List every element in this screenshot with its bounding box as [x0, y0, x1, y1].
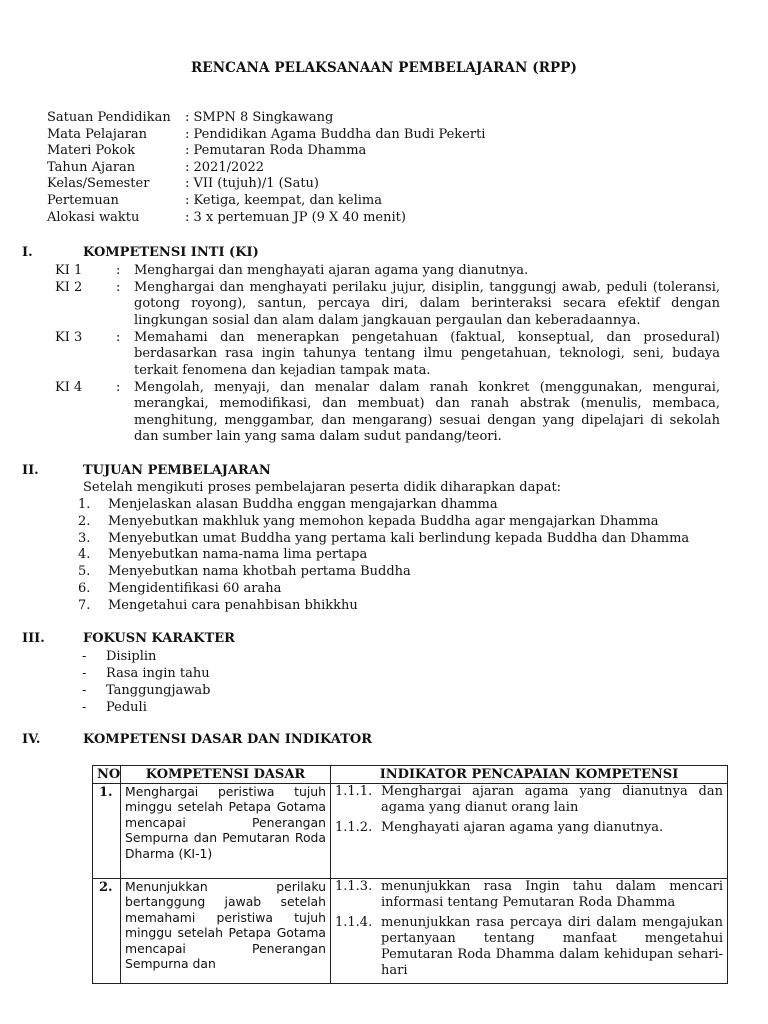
- kd-text: Menunjukkan perilaku bertanggung jawab setelah memahami peristiwa tujuh minggu setelah Petapa Gotama mencapai Penerangan Sempurna dan: [121, 879, 331, 984]
- identity-label: Alokasi waktu: [47, 209, 140, 225]
- list-item: [82, 682, 482, 699]
- ki-id: KI 1: [55, 263, 83, 278]
- column-header-indicator: INDIKATOR PENCAPAIAN KOMPETENSI: [331, 766, 728, 784]
- identity-row: [47, 210, 727, 227]
- ki-text: Menghargai dan menghayati ajaran agama yang dianutnya.: [134, 263, 529, 278]
- list-dash: -: [82, 700, 87, 715]
- table-row: [93, 879, 728, 984]
- ki-id: KI 4: [55, 380, 83, 395]
- identity-row: [47, 160, 727, 177]
- row-number: 2.: [93, 879, 121, 984]
- indicator-text: menunjukkan rasa Ingin tahu dalam mencari informasi tentang Pemutaran Roda Dhamma: [381, 879, 723, 910]
- indicator-text: Menghargai ajaran agama yang dianutnya dan agama yang dianut orang lain: [381, 784, 723, 815]
- list-item: [82, 699, 482, 716]
- list-item: [82, 648, 482, 665]
- section-number: IV.: [22, 732, 41, 747]
- section-title: KOMPETENSI INTI (KI): [83, 245, 259, 260]
- list-item-number: 3.: [78, 530, 91, 546]
- indicator-number: 1.1.1.: [335, 784, 373, 799]
- indicator-item: [335, 784, 723, 816]
- ki-text: Memahami dan menerapkan pengetahuan (faktual, konseptual, dan prosedural) berdasarkan rasa ingin tahunya tentang ilmu pengetahuan, teknologi, seni, budaya terkait fenomena dan kejadian tampak mata.: [134, 330, 720, 378]
- identity-label: Mata Pelajaran: [47, 126, 148, 142]
- list-item-text: Rasa ingin tahu: [106, 666, 210, 681]
- identity-row: [47, 176, 727, 193]
- list-item-number: 1.: [78, 497, 91, 512]
- section-number: II.: [22, 463, 39, 478]
- identity-value: : Pemutaran Roda Dhamma: [185, 143, 367, 159]
- list-item-number: 2.: [78, 513, 91, 529]
- identity-value: : 2021/2022: [185, 159, 265, 175]
- identity-label: Materi Pokok: [47, 143, 136, 159]
- column-header-no: NO: [93, 766, 121, 784]
- list-item: [72, 514, 722, 531]
- ki-separator: :: [116, 263, 121, 278]
- tujuan-intro: Setelah mengikuti proses pembelajaran peserta didik diharapkan dapat:: [83, 480, 562, 495]
- table-header-row: [93, 766, 728, 784]
- identity-label: Satuan Pendidikan: [47, 110, 171, 125]
- ki-separator: :: [116, 280, 121, 295]
- list-item-text: Peduli: [106, 700, 147, 715]
- table-row: [93, 784, 728, 879]
- indicator-item: [335, 879, 723, 911]
- section-title: TUJUAN PEMBELAJARAN: [83, 463, 271, 478]
- column-header-kd: KOMPETENSI DASAR: [121, 766, 331, 784]
- ki-text: Mengolah, menyaji, dan menalar dalam ranah konkret (menggunakan, mengurai, merangkai, memodifikasi, dan membuat) dan ranah abstrak (menulis, membaca, menghitung, menggambar, dan mengarang) sesuai dengan yang dipelajari di sekolah dan sumber lain yang sama dalam sudut pandang/teori.: [134, 380, 720, 444]
- section-title: KOMPETENSI DASAR DAN INDIKATOR: [83, 732, 373, 747]
- identity-value: : 3 x pertemuan JP (9 X 40 menit): [185, 209, 406, 225]
- karakter-list: [82, 648, 482, 716]
- indicator-number: 1.1.4.: [335, 915, 373, 930]
- ki-text: Menghargai dan menghayati perilaku jujur, disiplin, tanggungj awab, peduli (toleransi, gotong royong), santun, percaya diri, dalam berinteraksi secara efektif dengan lingkungan sosial dan alam dalam jangkauan pergaulan dan keberadaannya.: [134, 280, 720, 328]
- list-item-number: 6.: [78, 580, 91, 596]
- list-item-text: Menyebutkan umat Buddha yang pertama kali berlindung kepada Buddha dan Dhamma: [108, 530, 690, 546]
- ki-id: KI 3: [55, 330, 83, 345]
- tujuan-list: [72, 497, 722, 615]
- ki-separator: :: [116, 330, 121, 345]
- document-title: RENCANA PELAKSANAAN PEMBELAJARAN (RPP): [190, 60, 578, 76]
- list-item: [72, 564, 722, 581]
- section-number: I.: [22, 245, 33, 260]
- indicator-item: [335, 820, 723, 836]
- identity-row: [47, 110, 727, 127]
- list-dash: -: [82, 649, 87, 664]
- indicator-cell: [331, 879, 728, 984]
- section-number: III.: [22, 631, 45, 646]
- identity-block: [47, 110, 727, 226]
- list-dash: -: [82, 683, 87, 698]
- identity-value: : VII (tujuh)/1 (Satu): [185, 176, 319, 192]
- ki-id: KI 2: [55, 280, 83, 295]
- section-heading-ki: [0, 244, 768, 262]
- identity-label: Kelas/Semester: [47, 176, 150, 192]
- identity-label: Pertemuan: [47, 192, 119, 208]
- indicator-text: menunjukkan rasa percaya diri dalam mengajukan pertanyaan tentang manfaat mengetahui Pemutaran Roda Dhamma dalam kehidupan sehari-hari: [381, 915, 723, 978]
- identity-row: [47, 193, 727, 210]
- section-heading-kd: [0, 731, 768, 749]
- identity-row: [47, 127, 727, 144]
- list-item-number: 4.: [78, 547, 91, 563]
- kd-indicator-table: [92, 765, 728, 984]
- identity-value: : SMPN 8 Singkawang: [185, 110, 334, 125]
- ki-separator: :: [116, 380, 121, 395]
- list-item-number: 5.: [78, 564, 91, 580]
- list-item: [72, 598, 722, 615]
- list-item: [72, 581, 722, 598]
- indicator-number: 1.1.2.: [335, 820, 373, 835]
- list-item-text: Menjelaskan alasan Buddha enggan mengajarkan dhamma: [108, 497, 498, 512]
- identity-row: [47, 143, 727, 160]
- indicator-item: [335, 915, 723, 979]
- list-item-text: Tanggungjawab: [106, 683, 211, 698]
- list-item-text: Mengidentifikasi 60 araha: [108, 580, 282, 596]
- section-heading-karakter: [0, 630, 768, 648]
- indicator-cell: [331, 784, 728, 879]
- list-item-text: Menyebutkan nama khotbah pertama Buddha: [108, 564, 411, 580]
- identity-value: : Ketiga, keempat, dan kelima: [185, 192, 382, 208]
- section-title: FOKUSN KARAKTER: [83, 631, 235, 646]
- list-item-text: Mengetahui cara penahbisan bhikkhu: [108, 597, 358, 613]
- row-number: 1.: [93, 784, 121, 879]
- list-item: [82, 665, 482, 682]
- list-item: [72, 531, 722, 548]
- list-item: [72, 547, 722, 564]
- list-item-number: 7.: [78, 597, 91, 613]
- kd-text: Menghargai peristiwa tujuh minggu setelah Petapa Gotama mencapai Penerangan Sempurna dan Pemutaran Roda Dharma (KI-1): [121, 784, 331, 879]
- list-item: [72, 497, 722, 514]
- indicator-number: 1.1.3.: [335, 879, 373, 894]
- list-dash: -: [82, 666, 87, 681]
- list-item-text: Menyebutkan nama-nama lima pertapa: [108, 547, 368, 563]
- list-item-text: Menyebutkan makhluk yang memohon kepada Buddha agar mengajarkan Dhamma: [108, 513, 659, 529]
- identity-value: : Pendidikan Agama Buddha dan Budi Pekerti: [185, 126, 486, 142]
- indicator-text: Menghayati ajaran agama yang dianutnya.: [381, 820, 664, 835]
- list-item-text: Disiplin: [106, 649, 157, 664]
- identity-label: Tahun Ajaran: [47, 159, 136, 175]
- section-heading-tujuan: [0, 462, 768, 480]
